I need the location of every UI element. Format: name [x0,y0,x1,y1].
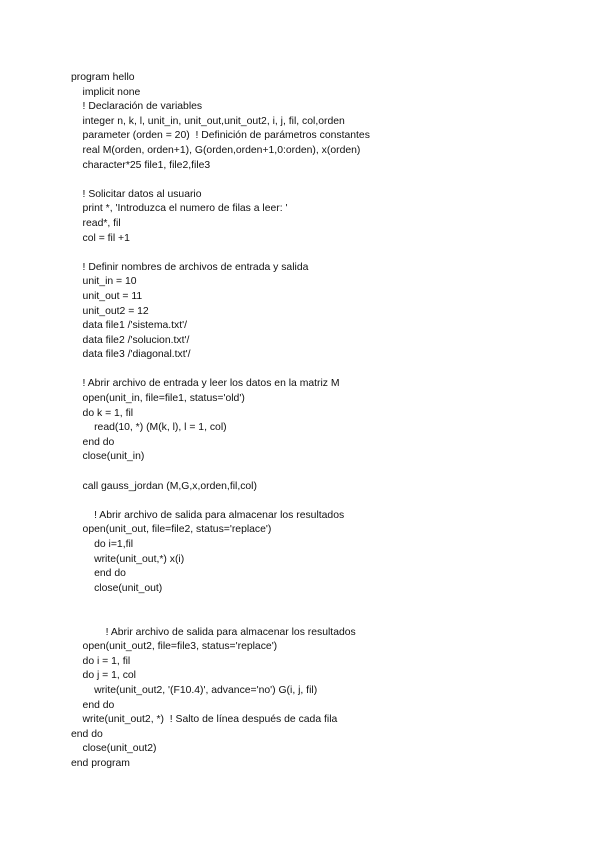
code-line: end do [71,728,103,740]
code-line: ! Abrir archivo de entrada y leer los datos en la matriz M [71,378,340,390]
code-line: open(unit_in, file=file1, status='old') [71,393,245,405]
code-line [71,596,370,611]
code-line: open(unit_out2, file=file3, status='replace') [71,641,278,653]
code-line: write(unit_out2, *) ! Salto de línea después de cada fila [71,714,338,726]
code-line [71,246,370,261]
code-line: write(unit_out,*) x(i) [71,553,185,565]
code-line: data file1 /'sistema.txt'/ [71,320,188,332]
code-line [71,611,370,626]
code-line: close(unit_in) [71,451,145,463]
code-line: data file3 /'diagonal.txt'/ [71,349,191,361]
code-line: implicit none [71,86,141,98]
code-line: read(10, *) (M(k, l), l = 1, col) [71,422,227,434]
code-line: unit_out = 11 [71,290,143,302]
code-line: end do [71,568,126,580]
code-line: ! Abrir archivo de salida para almacenar los resultados [71,509,345,521]
code-line: data file2 /'solucion.txt'/ [71,334,190,346]
code-line: unit_out2 = 12 [71,305,149,317]
code-line: ! Declaración de variables [71,101,203,113]
code-line: program hello [71,72,135,83]
code-line: ! Solicitar datos al usuario [71,188,202,200]
code-line: close(unit_out) [71,582,163,594]
code-line [71,363,370,378]
code-line: end do [71,699,115,711]
code-line: do j = 1, col [71,670,136,682]
code-line: integer n, k, l, unit_in, unit_out,unit_out2, i, j, fil, col,orden [71,115,345,127]
code-line: call gauss_jordan (M,G,x,orden,fil,col) [71,480,257,492]
code-line: end program [71,757,130,769]
code-line: write(unit_out2, '(F10.4)', advance='no') G(i, j, fil) [71,684,318,696]
code-line: ! Definir nombres de archivos de entrada y salida [71,261,309,273]
code-line [71,173,370,188]
code-line: parameter (orden = 20) ! Definición de parámetros constantes [71,130,370,142]
code-line: ! Abrir archivo de salida para almacenar los resultados [71,626,356,638]
code-line: real M(orden, orden+1), G(orden,orden+1,0:orden), x(orden) [71,144,361,156]
code-line: col = fil +1 [71,232,130,244]
code-line: end do [71,436,115,448]
code-line: unit_in = 10 [71,276,137,288]
code-line: do i = 1, fil [71,655,131,667]
code-line: do k = 1, fil [71,407,134,419]
code-line: close(unit_out2) [71,743,157,755]
code-line [71,494,370,509]
code-line: do i=1,fil [71,539,134,550]
code-line: character*25 file1, file2,file3 [71,159,211,171]
code-line [71,465,370,480]
code-line: open(unit_out, file=file2, status='replace') [71,524,272,536]
code-line: print *, 'Introduzca el numero de filas a leer: ' [71,203,288,215]
fortran-code-block [71,71,370,772]
code-line: read*, fil [71,217,121,229]
